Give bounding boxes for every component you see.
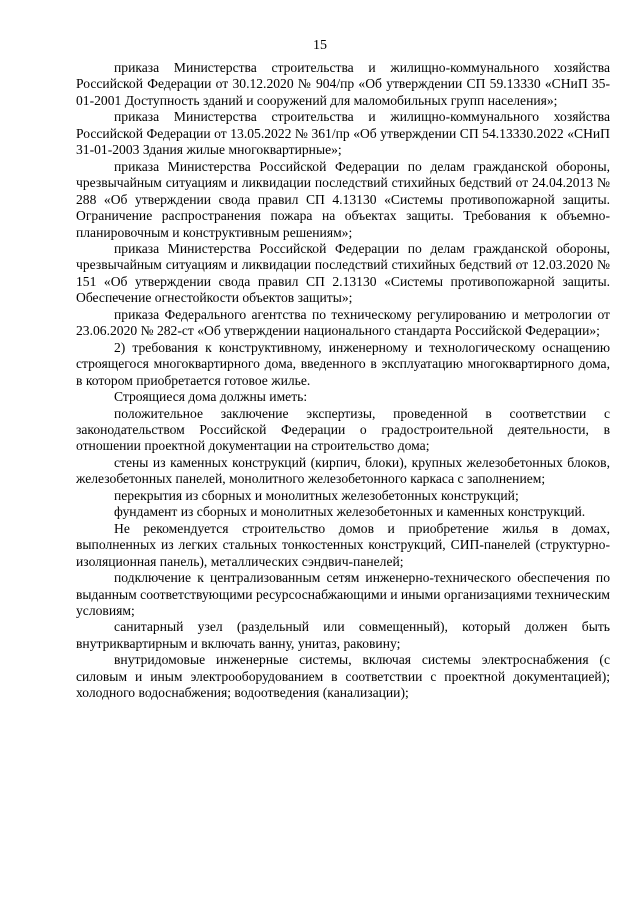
paragraph-walls: стены из каменных конструкций (кирпич, блоки), крупных железобетонных блоков, железобетонных панелей, монолитного железобетонного каркаса с заполнением; — [76, 454, 610, 487]
paragraph-floors: перекрытия из сборных и монолитных железобетонных конструкций; — [114, 487, 519, 503]
paragraph-utility-connection: подключение к централизованным сетям инженерно-технического обеспечения по выданным соответствующими ресурсоснабжающими и иными организациями техническим условиям; — [76, 570, 610, 618]
paragraph-order-rosstandart: приказа Федерального агентства по техническому регулированию и метрологии от 23.06.2020 № 282-ст «Об утверждении национального стандарта Российской Федерации»; — [76, 306, 610, 339]
paragraph-engineering-systems: внутридомовые инженерные системы, включая системы электроснабжения (с силовым и иным электрооборудованием в соответствии с проектной документацией); холодного водоснабжения; водоотведения (канализации); — [76, 652, 610, 701]
paragraph-foundation: фундамент из сборных и монолитных железобетонных и каменных конструкций. — [114, 504, 586, 520]
paragraph-order-minstroy-59: приказа Министерства строительства и жилищно-коммунального хозяйства Российской Федерации от 30.12.2020 № 904/пр «Об утверждении СП 59.13330 «СНиП 35-01-2001 Доступность зданий и сооружений для маломобильных групп населения»; — [76, 60, 610, 108]
paragraph-order-minstroy-54: приказа Министерства строительства и жилищно-коммунального хозяйства Российской Федерации от 13.05.2022 № 361/пр «Об утверждении СП 54.13330.2022 «СНиП 31-01-2003 Здания жилые многоквартирные»; — [76, 109, 610, 158]
paragraph-expertise: положительное заключение экспертизы, проведенной в соответствии с законодательством Российской Федерации о градостроительной деятельности, в отношении проектной документации на строительство дома; — [76, 405, 610, 454]
page-number: 15 — [313, 38, 327, 53]
paragraph-order-mchs-4: приказа Министерства Российской Федерации по делам гражданской обороны, чрезвычайным ситуациям и ликвидации последствий стихийных бедствий от 24.04.2013 № 288 «Об утверждении свода правил СП 4.13130 «Системы противопожарной защиты. Ограничение распространения пожара на объектах защиты. Требования к объемно-планировочным и конструктивным решениям»; — [76, 158, 610, 240]
paragraph-requirements-item-2: 2) требования к конструктивному, инженерному и технологическому оснащению строящегося многоквартирного дома, введенного в эксплуатацию многоквартирного дома, в котором приобретается готовое жилье. — [76, 339, 610, 388]
paragraph-buildings-must-have: Строящиеся дома должны иметь: — [114, 389, 308, 405]
paragraph-not-recommended: Не рекомендуется строительство домов и приобретение жилья в домах, выполненных из легких стальных тонкостенных конструкций, СИП-панелей (структурно-изоляционная панель), металлических сэндвич-панелей; — [76, 520, 610, 569]
paragraph-order-mchs-2: приказа Министерства Российской Федерации по делам гражданской обороны, чрезвычайным ситуациям и ликвидации последствий стихийных бедствий от 12.03.2020 № 151 «Об утверждении свода правил СП 2.13130 «Системы противопожарной защиты. Обеспечение огнестойкости объектов защиты»; — [76, 240, 610, 306]
paragraph-sanitary-unit: санитарный узел (раздельный или совмещенный), который должен быть внутриквартирным и включать ванну, унитаз, раковину; — [76, 619, 610, 651]
document-body — [76, 60, 610, 702]
